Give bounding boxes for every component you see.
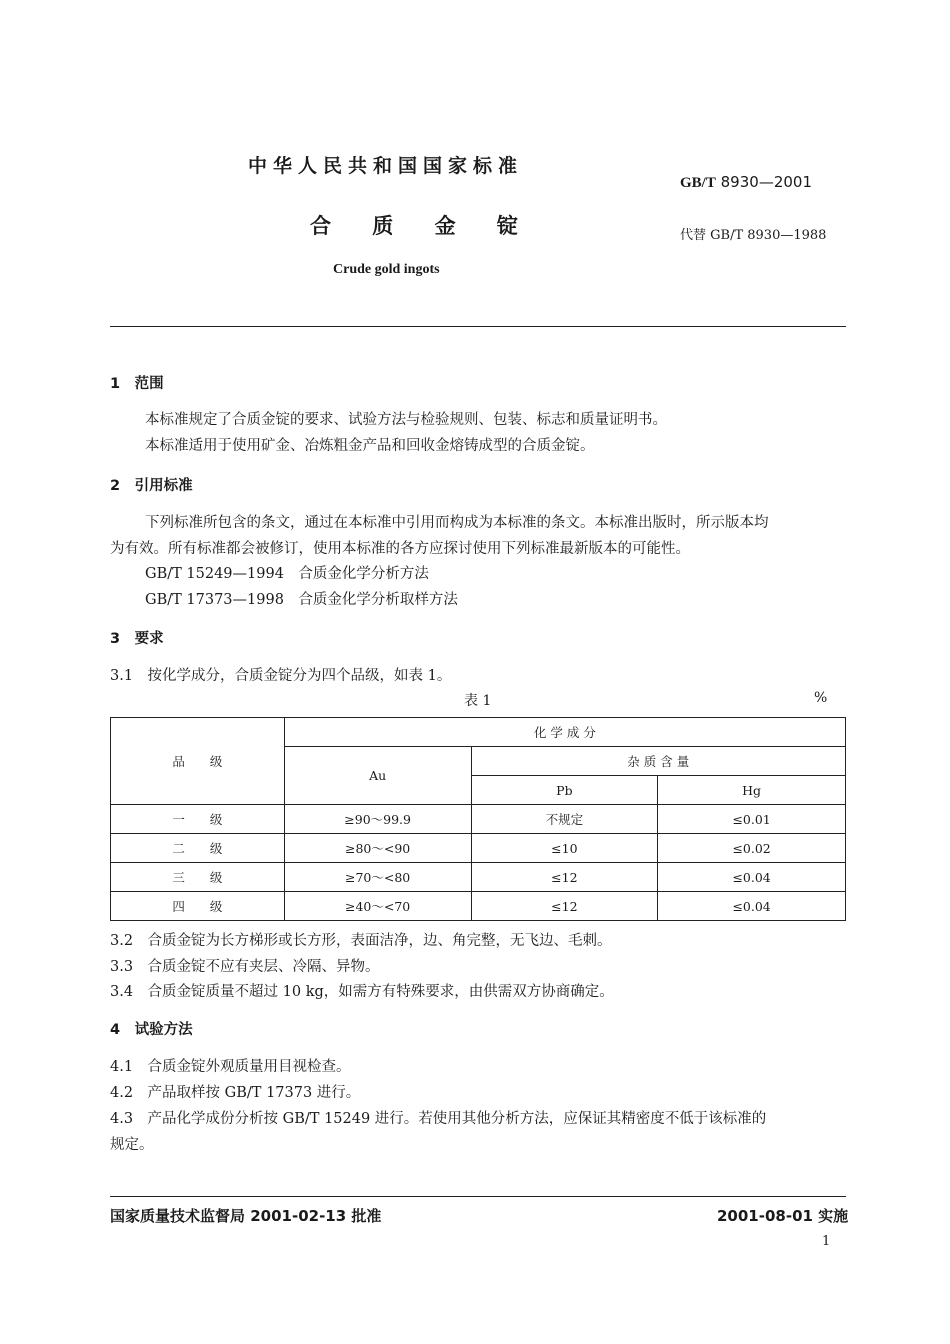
cell-pb: 不规定 bbox=[471, 805, 658, 834]
table-title: 表 1 bbox=[464, 693, 492, 709]
document-title: 合 质 金 锭 bbox=[310, 214, 528, 238]
clause-4-3a: 4.3 产品化学成份分析按 GB/T 15249 进行。若使用其他分析方法，应保证其精密度不低于该标准的 bbox=[110, 1111, 767, 1127]
effective-date: 2001-08-01 实施 bbox=[717, 1207, 849, 1225]
table-row bbox=[111, 805, 846, 834]
clause-3-1: 3.1 按化学成分，合质金锭分为四个品级，如表 1。 bbox=[110, 668, 452, 684]
cell-hg: ≤0.04 bbox=[658, 892, 846, 921]
header-pb: Pb bbox=[471, 776, 658, 805]
cell-au: ≥90～99.9 bbox=[284, 805, 471, 834]
cell-hg: ≤0.01 bbox=[658, 805, 846, 834]
cell-pb: ≤10 bbox=[471, 834, 658, 863]
cell-pb: ≤12 bbox=[471, 863, 658, 892]
cell-pb: ≤12 bbox=[471, 892, 658, 921]
table-header-row bbox=[111, 718, 846, 747]
english-title: Crude gold ingots bbox=[333, 262, 440, 277]
cell-grade: 三 级 bbox=[111, 863, 285, 892]
table-row bbox=[111, 863, 846, 892]
section-1-heading: 1 范围 bbox=[110, 376, 164, 392]
header-au: Au bbox=[284, 747, 471, 805]
section-1-para-2: 本标准适用于使用矿金、冶炼粗金产品和回收金熔铸成型的合质金锭。 bbox=[145, 438, 595, 454]
clause-4-1: 4.1 合质金锭外观质量用目视检查。 bbox=[110, 1059, 351, 1075]
standard-code bbox=[680, 173, 812, 192]
clause-4-2: 4.2 产品取样按 GB/T 17373 进行。 bbox=[110, 1085, 361, 1101]
approval-date: 国家质量技术监督局 2001-02-13 批准 bbox=[110, 1207, 382, 1225]
cell-hg: ≤0.02 bbox=[658, 834, 846, 863]
standard-code-number: 8930—2001 bbox=[720, 173, 812, 191]
grade-composition-table bbox=[110, 717, 846, 921]
section-3-heading: 3 要求 bbox=[110, 631, 164, 647]
section-2-heading: 2 引用标准 bbox=[110, 478, 193, 494]
section-2-para-1b: 为有效。所有标准都会被修订，使用本标准的各方应探讨使用下列标准最新版本的可能性。 bbox=[110, 541, 690, 557]
header-hg: Hg bbox=[658, 776, 846, 805]
standard-code-prefix: GB/T bbox=[680, 175, 716, 191]
table-row bbox=[111, 892, 846, 921]
footer-divider bbox=[110, 1196, 846, 1197]
standard-type-title: 中华人民共和国国家标准 bbox=[248, 155, 524, 177]
clause-3-2: 3.2 合质金锭为长方梯形或长方形，表面洁净，边、角完整，无飞边、毛刺。 bbox=[110, 933, 612, 949]
header-impurity: 杂 质 含 量 bbox=[471, 747, 846, 776]
cell-hg: ≤0.04 bbox=[658, 863, 846, 892]
header-chemical-composition: 化 学 成 分 bbox=[284, 718, 845, 747]
header-divider bbox=[110, 326, 846, 327]
header-grade: 品 级 bbox=[111, 718, 285, 805]
clause-3-4: 3.4 合质金锭质量不超过 10 kg，如需方有特殊要求，由供需双方协商确定。 bbox=[110, 984, 614, 1000]
cell-grade: 二 级 bbox=[111, 834, 285, 863]
clause-4-3b: 规定。 bbox=[110, 1137, 154, 1153]
cell-au: ≥70～<80 bbox=[284, 863, 471, 892]
cell-grade: 一 级 bbox=[111, 805, 285, 834]
table-unit: % bbox=[814, 690, 828, 706]
reference-1: GB/T 15249—1994 合质金化学分析方法 bbox=[145, 566, 429, 582]
replaces-standard: 代替 GB/T 8930—1988 bbox=[680, 228, 827, 243]
section-4-heading: 4 试验方法 bbox=[110, 1022, 193, 1038]
clause-3-3: 3.3 合质金锭不应有夹层、冷隔、异物。 bbox=[110, 959, 380, 975]
page-number: 1 bbox=[822, 1234, 831, 1249]
reference-2: GB/T 17373—1998 合质金化学分析取样方法 bbox=[145, 592, 458, 608]
cell-au: ≥80～<90 bbox=[284, 834, 471, 863]
cell-grade: 四 级 bbox=[111, 892, 285, 921]
section-2-para-1a: 下列标准所包含的条文，通过在本标准中引用而构成为本标准的条文。本标准出版时，所示版本均 bbox=[145, 515, 769, 531]
cell-au: ≥40～<70 bbox=[284, 892, 471, 921]
table-row bbox=[111, 834, 846, 863]
section-1-para-1: 本标准规定了合质金锭的要求、试验方法与检验规则、包装、标志和质量证明书。 bbox=[145, 412, 667, 428]
